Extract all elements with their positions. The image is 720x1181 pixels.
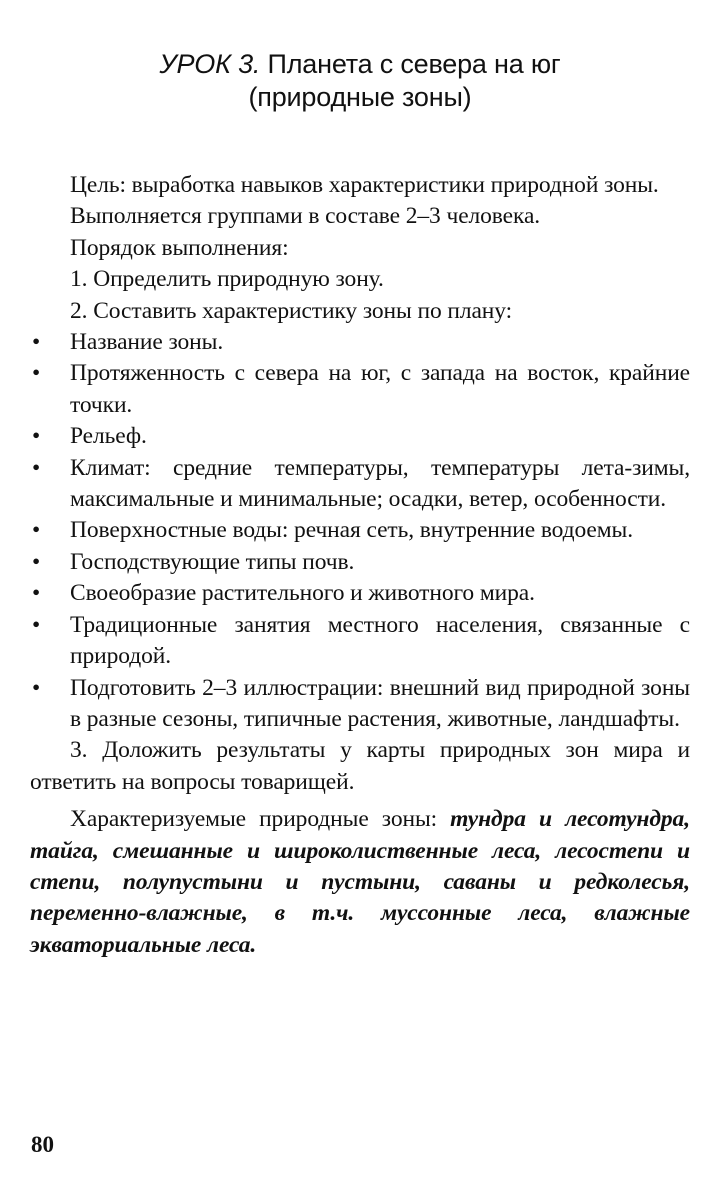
lesson-number: УРОК 3. xyxy=(159,49,261,79)
bullet-marker: • xyxy=(32,454,41,481)
goal-paragraph: Цель: выработка навыков характеристики природной зоны. xyxy=(70,172,659,198)
plan-item-text: Название зоны. xyxy=(70,329,224,356)
plan-item-text: Рельеф. xyxy=(70,423,147,450)
lesson-body xyxy=(30,170,690,961)
bullet-marker: • xyxy=(32,360,41,387)
step-2: 2. Составить характеристику зоны по плану: xyxy=(70,297,513,324)
plan-item xyxy=(30,515,690,546)
lesson-topic: Планета с севера на юг xyxy=(260,49,561,79)
page-number: 80 xyxy=(31,1132,54,1157)
bullet-marker: • xyxy=(32,674,41,701)
plan-item xyxy=(30,327,690,358)
lesson-subtitle: (природные зоны) xyxy=(248,82,472,112)
bullet-marker: • xyxy=(32,580,41,607)
bullet-marker: • xyxy=(32,517,41,544)
plan-list xyxy=(30,327,690,735)
zones-paragraph xyxy=(30,804,690,961)
lesson-title-line xyxy=(30,48,690,81)
group-work-paragraph: Выполняется группами в составе 2–3 человека. xyxy=(70,203,541,230)
plan-item xyxy=(30,358,690,421)
bullet-marker: • xyxy=(32,611,41,638)
plan-item-text: Климат: средние температуры, температуры лета-зимы, максимальные и минимальные; осадки, ветер, особенности. xyxy=(70,454,690,513)
plan-item xyxy=(30,547,690,578)
step-1: 1. Определить природную зону. xyxy=(70,266,384,293)
plan-item-text: Своеобразие растительного и животного мира. xyxy=(70,580,535,607)
zones-intro: Характеризуемые природные зоны: xyxy=(70,806,451,833)
plan-item xyxy=(30,421,690,452)
plan-item xyxy=(30,673,690,736)
plan-item-text: Традиционные занятия местного населения, связанные с природой. xyxy=(70,611,690,670)
lesson-title xyxy=(30,48,690,114)
plan-item-text: Поверхностные воды: речная сеть, внутренние водоемы. xyxy=(70,517,634,544)
bullet-marker: • xyxy=(32,423,41,450)
plan-item xyxy=(30,610,690,673)
procedure-heading: Порядок выполнения: xyxy=(70,234,289,261)
plan-item xyxy=(30,578,690,609)
step-3: 3. Доложить результаты у карты природных зон мира и ответить на вопросы товарищей. xyxy=(30,737,690,795)
plan-item xyxy=(30,453,690,516)
document-page xyxy=(30,0,690,1181)
bullet-marker: • xyxy=(32,329,41,356)
plan-item-text: Господствующие типы почв. xyxy=(70,548,355,575)
plan-item-text: Протяженность с севера на юг, с запада на восток, крайние точки. xyxy=(70,360,690,418)
bullet-marker: • xyxy=(32,548,41,575)
plan-item-text: Подготовить 2–3 иллюстрации: внешний вид природной зоны в разные сезоны, типичные растения, животные, ландшафты. xyxy=(70,674,690,732)
zones-list: тундра и лесотундра, тайга, смешанные и широколиственные леса, лесостепи и степи, полупустыни и пустыни, саваны и редколесья, переменно-влажные, в т.ч. муссонные леса, влажные экваториальные леса. xyxy=(30,806,690,958)
